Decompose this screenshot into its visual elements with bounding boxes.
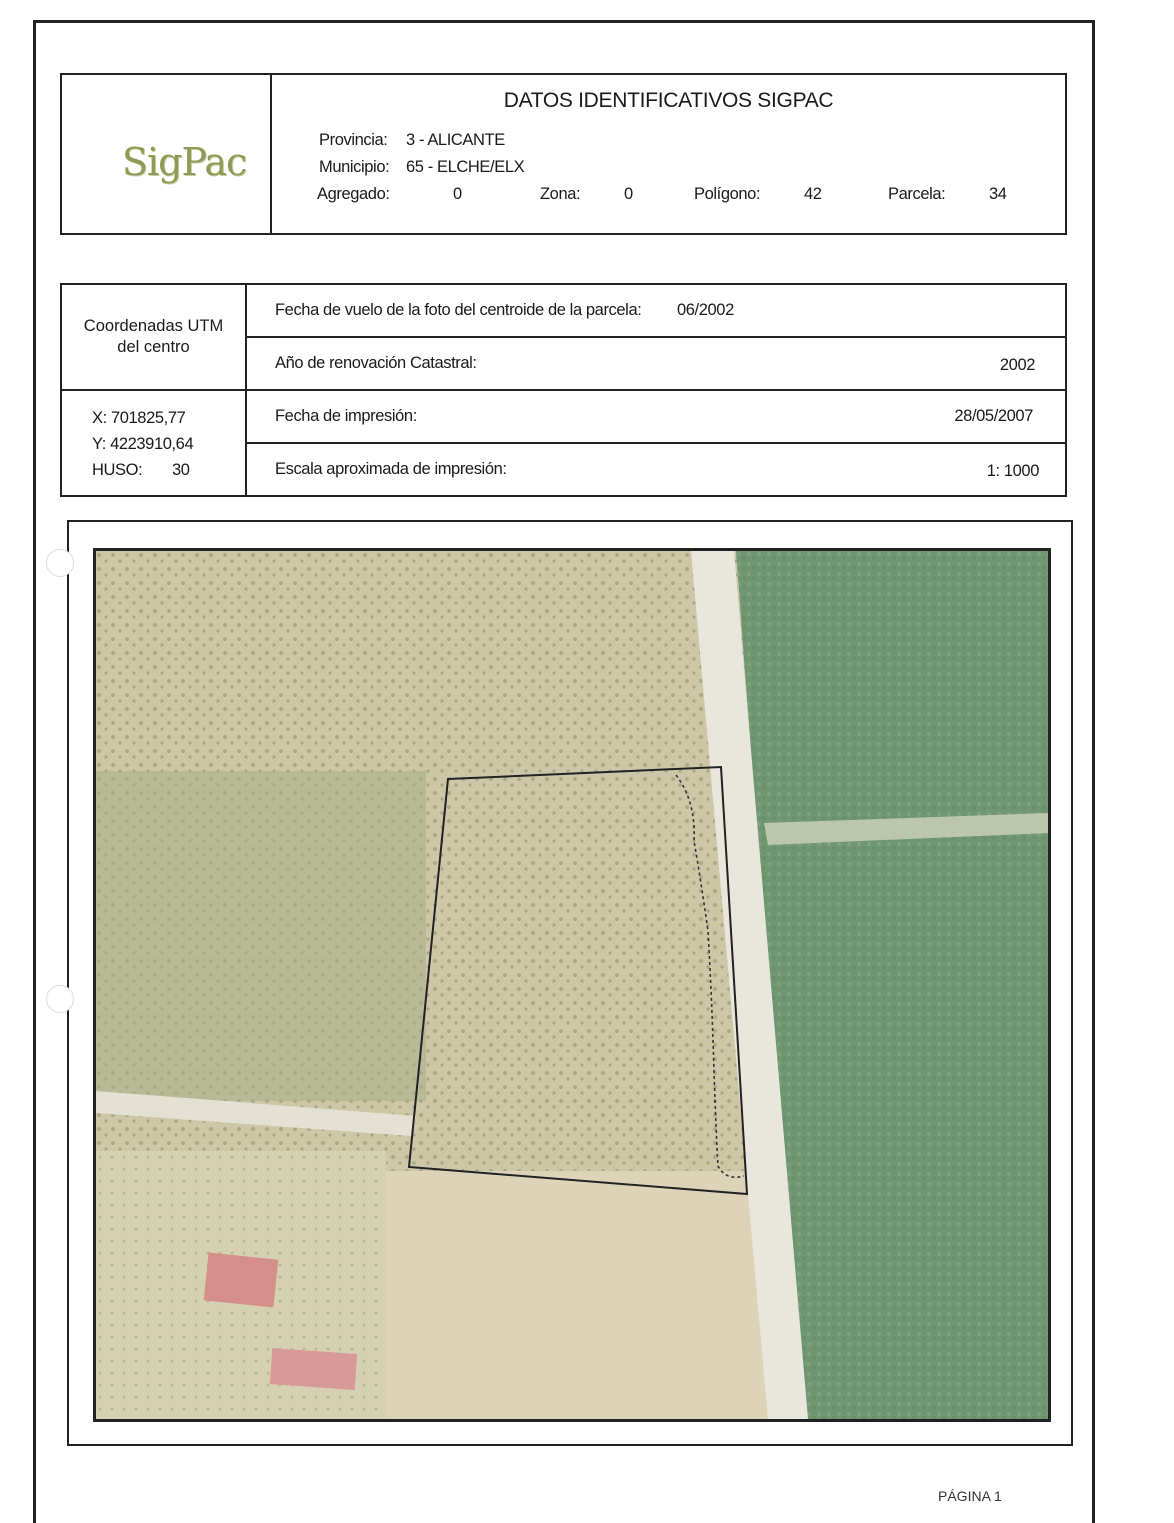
- binder-hole-2: [46, 985, 74, 1013]
- zona-value: 0: [624, 185, 633, 203]
- coords-title-line2: del centro: [117, 338, 190, 356]
- municipio-value: 65 - ELCHE/ELX: [406, 158, 525, 176]
- header-title: DATOS IDENTIFICATIVOS SIGPAC: [503, 89, 834, 112]
- coord-x: X: 701825,77: [92, 409, 186, 427]
- impresion-value: 28/05/2007: [954, 407, 1033, 425]
- row-fecha-vuelo: [247, 285, 1065, 338]
- provincia-value: 3 - ALICANTE: [406, 131, 505, 149]
- zona-label: Zona:: [540, 185, 581, 203]
- fecha-vuelo-label: Fecha de vuelo de la foto del centroide de la parcela:: [275, 301, 642, 319]
- provincia-label: Provincia:: [319, 131, 388, 149]
- aerial-photo-svg: [96, 551, 1048, 1419]
- impresion-label: Fecha de impresión:: [275, 407, 417, 425]
- binder-hole-1: [46, 549, 74, 577]
- agregado-value: 0: [453, 185, 462, 203]
- coord-y: Y: 4223910,64: [92, 435, 194, 453]
- escala-value: 1: 1000: [986, 462, 1039, 480]
- row-impresion: [247, 391, 1065, 444]
- coords-title-cell: [62, 285, 247, 391]
- shrub-area: [96, 771, 426, 1101]
- map-frame: [67, 520, 1073, 1446]
- agregado-label: Agregado:: [317, 185, 390, 203]
- row-escala: [247, 444, 1065, 495]
- huso-value: 30: [172, 461, 190, 479]
- parcela-label: Parcela:: [888, 185, 946, 203]
- row-renovacion: [247, 338, 1065, 391]
- aerial-photo: [93, 548, 1051, 1422]
- dry-land: [386, 1171, 786, 1419]
- building-roof-1: [204, 1252, 279, 1307]
- coords-title-line1: Coordenadas UTM: [83, 317, 224, 335]
- poligono-value: 42: [804, 185, 822, 203]
- coords-values-cell: [62, 391, 247, 495]
- page-number: PÁGINA 1: [938, 1488, 1002, 1504]
- parcel-info-table: [60, 283, 1067, 497]
- sigpac-header: [60, 73, 1067, 235]
- renovacion-value: 2002: [999, 356, 1035, 374]
- poligono-label: Polígono:: [694, 185, 761, 203]
- renovacion-label: Año de renovación Catastral:: [275, 354, 477, 372]
- escala-label: Escala aproximada de impresión:: [275, 460, 507, 478]
- logo-cell: [62, 75, 272, 233]
- sigpac-logo: SigPac: [122, 140, 247, 184]
- parcela-value: 34: [989, 185, 1007, 203]
- building-roof-2: [270, 1348, 357, 1390]
- huso-label: HUSO:: [92, 461, 143, 479]
- fecha-vuelo-value: 06/2002: [677, 301, 734, 319]
- municipio-label: Municipio:: [319, 158, 390, 176]
